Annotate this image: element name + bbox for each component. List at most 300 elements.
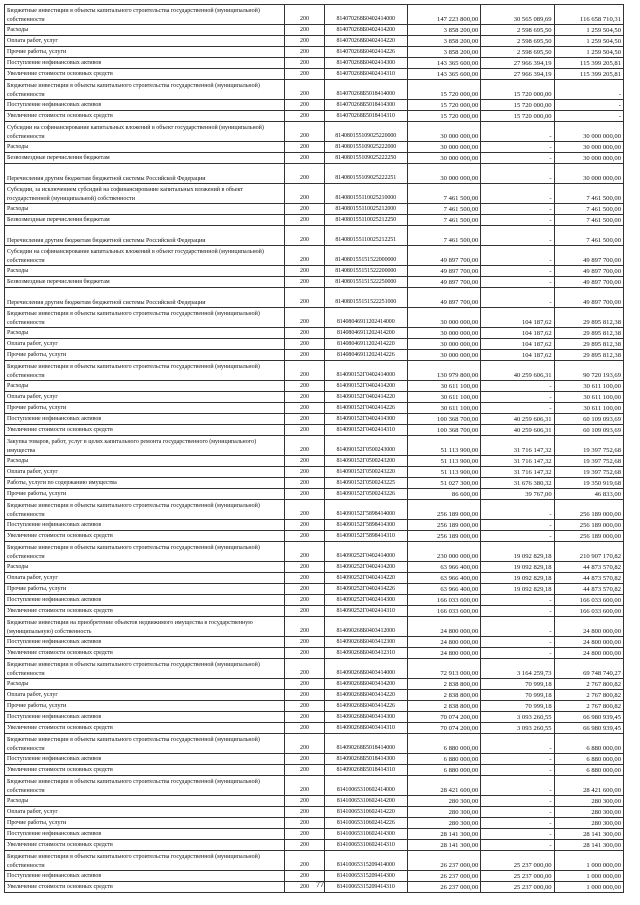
row-name-cell: Перечисления другим бюджетам бюджетной системы Российской Федерации [5, 226, 285, 246]
row-line-code-cell: 200 [285, 122, 324, 142]
row-line-code-cell: 200 [285, 584, 324, 595]
table-row [5, 754, 624, 765]
row-name-cell: Увеличение стоимости основных средств [5, 723, 285, 734]
row-unexecuted-amount-cell: 28 141 300,00 [554, 840, 623, 851]
row-unexecuted-amount-cell: 1 000 000,00 [554, 851, 623, 871]
row-classification-code-cell: 814080155109025222251 [324, 164, 407, 184]
row-classification-code-cell: 81410065315209414300 [324, 871, 407, 882]
row-executed-amount-cell: 19 092 829,18 [481, 562, 554, 573]
row-classification-code-cell: 814090268Б5018414300 [324, 754, 407, 765]
table-row [5, 142, 624, 153]
row-executed-amount-cell: 19 092 829,18 [481, 573, 554, 584]
row-executed-amount-cell: - [481, 606, 554, 617]
row-executed-amount-cell: 3 164 259,73 [481, 659, 554, 679]
row-approved-amount-cell: 2 838 800,00 [407, 690, 480, 701]
row-executed-amount-cell: - [481, 765, 554, 776]
row-executed-amount-cell: 3 093 260,55 [481, 712, 554, 723]
row-line-code-cell: 200 [285, 637, 324, 648]
row-executed-amount-cell: - [481, 122, 554, 142]
row-line-code-cell: 200 [285, 765, 324, 776]
row-name-cell: Расходы [5, 328, 285, 339]
row-unexecuted-amount-cell: 66 980 939,45 [554, 723, 623, 734]
row-executed-amount-cell: - [481, 595, 554, 606]
row-line-code-cell: 200 [285, 531, 324, 542]
row-unexecuted-amount-cell: 2 767 800,82 [554, 701, 623, 712]
row-unexecuted-amount-cell: 28 421 600,00 [554, 776, 623, 796]
row-approved-amount-cell: 26 237 000,00 [407, 882, 480, 893]
row-name-cell: Расходы [5, 562, 285, 573]
row-classification-code-cell: 814080155151522200000 [324, 266, 407, 277]
table-row [5, 478, 624, 489]
row-name-cell: Перечисления другим бюджетам бюджетной системы Российской Федерации [5, 164, 285, 184]
row-approved-amount-cell: 147 223 800,00 [407, 5, 480, 25]
table-row [5, 573, 624, 584]
row-unexecuted-amount-cell: 90 720 193,69 [554, 361, 623, 381]
row-approved-amount-cell: 2 838 800,00 [407, 679, 480, 690]
row-name-cell: Расходы [5, 456, 285, 467]
table-row [5, 425, 624, 436]
table-row [5, 796, 624, 807]
row-classification-code-cell: 814090152Г0500243200 [324, 456, 407, 467]
row-line-code-cell: 200 [285, 595, 324, 606]
row-executed-amount-cell: - [481, 381, 554, 392]
row-executed-amount-cell: - [481, 531, 554, 542]
row-executed-amount-cell: - [481, 818, 554, 829]
row-unexecuted-amount-cell: - [554, 111, 623, 122]
row-unexecuted-amount-cell: 280 300,00 [554, 807, 623, 818]
row-unexecuted-amount-cell: 7 461 500,00 [554, 184, 623, 204]
row-name-cell: Прочие работы, услуги [5, 584, 285, 595]
row-classification-code-cell: 814090152Г0402414226 [324, 403, 407, 414]
row-approved-amount-cell: 30 000 000,00 [407, 153, 480, 164]
table-row [5, 25, 624, 36]
row-executed-amount-cell: - [481, 164, 554, 184]
row-executed-amount-cell: 31 676 380,32 [481, 478, 554, 489]
row-name-cell: Оплата работ, услуг [5, 467, 285, 478]
row-name-cell: Поступление нефинансовых активов [5, 871, 285, 882]
row-line-code-cell: 200 [285, 69, 324, 80]
row-classification-code-cell: 81408046911202414000 [324, 308, 407, 328]
table-row [5, 414, 624, 425]
row-executed-amount-cell: 70 999,18 [481, 701, 554, 712]
row-classification-code-cell: 814070268Б0402414220 [324, 36, 407, 47]
table-row [5, 637, 624, 648]
row-approved-amount-cell: 15 720 000,00 [407, 111, 480, 122]
row-name-cell: Увеличение стоимости основных средств [5, 111, 285, 122]
row-line-code-cell: 200 [285, 288, 324, 308]
row-classification-code-cell: 814090152Г0500243000 [324, 436, 407, 456]
row-unexecuted-amount-cell: 49 897 700,00 [554, 266, 623, 277]
row-line-code-cell: 200 [285, 882, 324, 893]
row-name-cell: Прочие работы, услуги [5, 403, 285, 414]
row-classification-code-cell: 814090268Б5018414310 [324, 765, 407, 776]
row-unexecuted-amount-cell: 280 300,00 [554, 796, 623, 807]
table-row [5, 350, 624, 361]
row-unexecuted-amount-cell: 116 658 710,31 [554, 5, 623, 25]
row-executed-amount-cell: 15 720 000,00 [481, 111, 554, 122]
row-line-code-cell: 200 [285, 111, 324, 122]
row-classification-code-cell: 81410065310602414310 [324, 840, 407, 851]
table-row [5, 456, 624, 467]
row-executed-amount-cell: 40 259 606,31 [481, 361, 554, 381]
row-approved-amount-cell: 51 113 900,00 [407, 456, 480, 467]
row-classification-code-cell: 814090268Б0403412300 [324, 637, 407, 648]
row-line-code-cell: 200 [285, 478, 324, 489]
row-line-code-cell: 200 [285, 851, 324, 871]
row-line-code-cell: 200 [285, 215, 324, 226]
row-classification-code-cell: 81408046911202414220 [324, 339, 407, 350]
row-approved-amount-cell: 70 074 200,00 [407, 723, 480, 734]
row-name-cell: Работы, услуги по содержанию имущества [5, 478, 285, 489]
row-classification-code-cell: 814090152Г5898414300 [324, 520, 407, 531]
row-line-code-cell: 200 [285, 734, 324, 754]
row-unexecuted-amount-cell: 24 800 000,00 [554, 617, 623, 637]
row-unexecuted-amount-cell: - [554, 80, 623, 100]
row-approved-amount-cell: 24 800 000,00 [407, 648, 480, 659]
row-approved-amount-cell: 26 237 000,00 [407, 851, 480, 871]
row-line-code-cell: 200 [285, 328, 324, 339]
row-name-cell: Увеличение стоимости основных средств [5, 648, 285, 659]
row-name-cell: Оплата работ, услуг [5, 573, 285, 584]
row-classification-code-cell: 814070268Б5018414000 [324, 80, 407, 100]
table-row [5, 266, 624, 277]
row-executed-amount-cell: 27 966 394,19 [481, 69, 554, 80]
row-approved-amount-cell: 143 365 600,00 [407, 69, 480, 80]
row-name-cell: Расходы [5, 266, 285, 277]
row-approved-amount-cell: 24 800 000,00 [407, 637, 480, 648]
row-line-code-cell: 200 [285, 606, 324, 617]
row-classification-code-cell: 814090252Г0402414226 [324, 584, 407, 595]
row-name-cell: Закупка товаров, работ, услуг в целях капитального ремонта государственного (муниципального) имущества [5, 436, 285, 456]
row-classification-code-cell: 81410065310602414226 [324, 818, 407, 829]
row-line-code-cell: 200 [285, 425, 324, 436]
row-name-cell: Оплата работ, услуг [5, 392, 285, 403]
budget-report-table [4, 4, 624, 893]
row-approved-amount-cell: 256 189 000,00 [407, 500, 480, 520]
row-classification-code-cell: 814090252Г0402414300 [324, 595, 407, 606]
row-line-code-cell: 200 [285, 361, 324, 381]
row-unexecuted-amount-cell: 280 300,00 [554, 818, 623, 829]
row-unexecuted-amount-cell: 1 259 504,50 [554, 25, 623, 36]
row-name-cell: Бюджетные инвестиции в объекты капитального строительства государственной (муниципальной) собственности [5, 361, 285, 381]
row-name-cell: Бюджетные инвестиции в объекты капитального строительства государственной (муниципальной) собственности [5, 734, 285, 754]
row-line-code-cell: 200 [285, 701, 324, 712]
table-row [5, 500, 624, 520]
row-line-code-cell: 200 [285, 871, 324, 882]
row-approved-amount-cell: 51 113 900,00 [407, 436, 480, 456]
row-unexecuted-amount-cell: 28 141 300,00 [554, 829, 623, 840]
table-row [5, 701, 624, 712]
row-approved-amount-cell: 130 979 800,00 [407, 361, 480, 381]
row-unexecuted-amount-cell: 29 895 812,38 [554, 339, 623, 350]
table-row [5, 829, 624, 840]
row-executed-amount-cell: 2 598 695,50 [481, 36, 554, 47]
row-classification-code-cell: 81410065310602414200 [324, 796, 407, 807]
row-unexecuted-amount-cell: 210 907 170,82 [554, 542, 623, 562]
row-line-code-cell: 200 [285, 562, 324, 573]
table-row [5, 851, 624, 871]
row-name-cell: Оплата работ, услуг [5, 690, 285, 701]
row-unexecuted-amount-cell: 66 980 939,45 [554, 712, 623, 723]
row-approved-amount-cell: 6 880 000,00 [407, 734, 480, 754]
row-classification-code-cell: 814090152Г0500243220 [324, 467, 407, 478]
row-line-code-cell: 200 [285, 277, 324, 288]
row-approved-amount-cell: 3 858 200,00 [407, 36, 480, 47]
row-line-code-cell: 200 [285, 840, 324, 851]
row-line-code-cell: 200 [285, 142, 324, 153]
row-line-code-cell: 200 [285, 648, 324, 659]
row-name-cell: Поступление нефинансовых активов [5, 595, 285, 606]
row-classification-code-cell: 814090152Г5898414000 [324, 500, 407, 520]
row-approved-amount-cell: 166 033 600,00 [407, 595, 480, 606]
row-classification-code-cell: 814080155110025212251 [324, 226, 407, 246]
row-classification-code-cell: 814090252Г0402414220 [324, 573, 407, 584]
row-executed-amount-cell: 104 187,62 [481, 308, 554, 328]
row-unexecuted-amount-cell: 49 897 700,00 [554, 277, 623, 288]
row-name-cell: Субсидии, за исключением субсидий на софинансирование капитальных вложений в объект государственной (муниципальной) собственности [5, 184, 285, 204]
row-executed-amount-cell: 31 716 147,32 [481, 456, 554, 467]
row-approved-amount-cell: 30 611 100,00 [407, 403, 480, 414]
row-unexecuted-amount-cell: 30 000 000,00 [554, 164, 623, 184]
row-executed-amount-cell: 15 720 000,00 [481, 100, 554, 111]
row-line-code-cell: 200 [285, 246, 324, 266]
row-approved-amount-cell: 256 189 000,00 [407, 520, 480, 531]
row-unexecuted-amount-cell: 7 461 500,00 [554, 226, 623, 246]
row-line-code-cell: 200 [285, 226, 324, 246]
row-approved-amount-cell: 100 368 700,00 [407, 425, 480, 436]
row-approved-amount-cell: 6 880 000,00 [407, 765, 480, 776]
row-name-cell: Поступление нефинансовых активов [5, 712, 285, 723]
row-executed-amount-cell: 31 716 147,32 [481, 436, 554, 456]
row-approved-amount-cell: 63 966 400,00 [407, 573, 480, 584]
row-executed-amount-cell: - [481, 226, 554, 246]
row-line-code-cell: 200 [285, 5, 324, 25]
row-unexecuted-amount-cell: 69 748 740,27 [554, 659, 623, 679]
row-unexecuted-amount-cell: 6 880 000,00 [554, 734, 623, 754]
row-unexecuted-amount-cell: 19 397 752,68 [554, 467, 623, 478]
row-name-cell: Расходы [5, 679, 285, 690]
row-name-cell: Оплата работ, услуг [5, 807, 285, 818]
table-row [5, 153, 624, 164]
row-classification-code-cell: 814070268Б0402414200 [324, 25, 407, 36]
row-executed-amount-cell: - [481, 648, 554, 659]
row-approved-amount-cell: 100 368 700,00 [407, 414, 480, 425]
table-row [5, 584, 624, 595]
row-classification-code-cell: 814090268Б0403412000 [324, 617, 407, 637]
row-executed-amount-cell: 15 720 000,00 [481, 80, 554, 100]
table-row [5, 531, 624, 542]
row-approved-amount-cell: 26 237 000,00 [407, 871, 480, 882]
row-unexecuted-amount-cell: 29 895 812,38 [554, 328, 623, 339]
table-row [5, 277, 624, 288]
row-classification-code-cell: 814090268Б0403414200 [324, 679, 407, 690]
row-executed-amount-cell: 40 259 606,31 [481, 425, 554, 436]
row-classification-code-cell: 814090268Б0403414000 [324, 659, 407, 679]
row-line-code-cell: 200 [285, 776, 324, 796]
table-row [5, 818, 624, 829]
row-unexecuted-amount-cell: 30 611 100,00 [554, 381, 623, 392]
table-row [5, 288, 624, 308]
table-row [5, 648, 624, 659]
row-approved-amount-cell: 3 858 200,00 [407, 25, 480, 36]
row-classification-code-cell: 814090152Г0500243226 [324, 489, 407, 500]
row-classification-code-cell: 814080155109025222000 [324, 142, 407, 153]
row-unexecuted-amount-cell: 1 000 000,00 [554, 882, 623, 893]
row-executed-amount-cell: 3 093 260,55 [481, 723, 554, 734]
row-classification-code-cell: 814090252Г0402414200 [324, 562, 407, 573]
row-approved-amount-cell: 51 113 900,00 [407, 467, 480, 478]
table-row [5, 381, 624, 392]
table-row [5, 47, 624, 58]
row-unexecuted-amount-cell: 19 397 752,68 [554, 436, 623, 456]
row-executed-amount-cell: - [481, 829, 554, 840]
row-approved-amount-cell: 15 720 000,00 [407, 80, 480, 100]
row-line-code-cell: 200 [285, 403, 324, 414]
row-classification-code-cell: 814090152Г0402414300 [324, 414, 407, 425]
row-classification-code-cell: 814080155151522250000 [324, 277, 407, 288]
row-approved-amount-cell: 15 720 000,00 [407, 100, 480, 111]
row-approved-amount-cell: 30 611 100,00 [407, 392, 480, 403]
row-classification-code-cell: 814090268Б0403414300 [324, 712, 407, 723]
row-name-cell: Прочие работы, услуги [5, 701, 285, 712]
row-name-cell: Поступление нефинансовых активов [5, 100, 285, 111]
table-row [5, 215, 624, 226]
row-line-code-cell: 200 [285, 339, 324, 350]
row-name-cell: Увеличение стоимости основных средств [5, 765, 285, 776]
row-line-code-cell: 200 [285, 754, 324, 765]
row-line-code-cell: 200 [285, 36, 324, 47]
row-approved-amount-cell: 63 966 400,00 [407, 584, 480, 595]
row-name-cell: Увеличение стоимости основных средств [5, 606, 285, 617]
table-row [5, 712, 624, 723]
row-executed-amount-cell: 30 565 089,69 [481, 5, 554, 25]
table-row [5, 562, 624, 573]
row-line-code-cell: 200 [285, 58, 324, 69]
row-executed-amount-cell: 19 092 829,18 [481, 584, 554, 595]
table-row [5, 184, 624, 204]
row-classification-code-cell: 814090152Г0402414000 [324, 361, 407, 381]
row-name-cell: Бюджетные инвестиции в объекты капитального строительства государственной (муниципальной) собственности [5, 659, 285, 679]
row-approved-amount-cell: 30 611 100,00 [407, 381, 480, 392]
table-row [5, 659, 624, 679]
row-executed-amount-cell: - [481, 500, 554, 520]
row-approved-amount-cell: 7 461 500,00 [407, 215, 480, 226]
row-executed-amount-cell: 2 598 695,50 [481, 47, 554, 58]
row-line-code-cell: 200 [285, 80, 324, 100]
row-approved-amount-cell: 86 600,00 [407, 489, 480, 500]
row-executed-amount-cell: - [481, 617, 554, 637]
row-line-code-cell: 200 [285, 542, 324, 562]
row-approved-amount-cell: 143 365 600,00 [407, 58, 480, 69]
row-executed-amount-cell: 27 966 394,19 [481, 58, 554, 69]
row-unexecuted-amount-cell: 49 897 700,00 [554, 288, 623, 308]
row-approved-amount-cell: 280 300,00 [407, 796, 480, 807]
row-executed-amount-cell: 39 767,00 [481, 489, 554, 500]
row-executed-amount-cell: - [481, 246, 554, 266]
row-unexecuted-amount-cell: 115 399 205,81 [554, 69, 623, 80]
row-classification-code-cell: 81410065315209414310 [324, 882, 407, 893]
row-unexecuted-amount-cell: 30 611 100,00 [554, 392, 623, 403]
row-executed-amount-cell: 104 187,62 [481, 328, 554, 339]
table-row [5, 690, 624, 701]
row-unexecuted-amount-cell: 2 767 800,82 [554, 690, 623, 701]
row-classification-code-cell: 814070268Б0402414300 [324, 58, 407, 69]
row-line-code-cell: 200 [285, 456, 324, 467]
row-approved-amount-cell: 24 800 000,00 [407, 617, 480, 637]
row-line-code-cell: 200 [285, 679, 324, 690]
row-line-code-cell: 200 [285, 500, 324, 520]
row-name-cell: Поступление нефинансовых активов [5, 520, 285, 531]
row-approved-amount-cell: 230 000 000,00 [407, 542, 480, 562]
row-executed-amount-cell: - [481, 204, 554, 215]
row-name-cell: Бюджетные инвестиции в объекты капитального строительства государственной (муниципальной) собственности [5, 308, 285, 328]
row-unexecuted-amount-cell: 166 033 600,00 [554, 606, 623, 617]
row-name-cell: Бюджетные инвестиции в объекты капитального строительства государственной (муниципальной) собственности [5, 851, 285, 871]
row-name-cell: Расходы [5, 381, 285, 392]
table-row [5, 617, 624, 637]
row-classification-code-cell: 814090152Г5898414310 [324, 531, 407, 542]
row-approved-amount-cell: 72 913 000,00 [407, 659, 480, 679]
row-line-code-cell: 200 [285, 47, 324, 58]
row-executed-amount-cell: 25 237 000,00 [481, 851, 554, 871]
row-name-cell: Прочие работы, услуги [5, 489, 285, 500]
row-line-code-cell: 200 [285, 392, 324, 403]
row-unexecuted-amount-cell: 19 397 752,68 [554, 456, 623, 467]
row-unexecuted-amount-cell: 1 000 000,00 [554, 871, 623, 882]
row-executed-amount-cell: 19 092 829,18 [481, 542, 554, 562]
row-unexecuted-amount-cell: 60 109 093,69 [554, 425, 623, 436]
row-classification-code-cell: 81410065310602414000 [324, 776, 407, 796]
table-row [5, 339, 624, 350]
row-executed-amount-cell: - [481, 776, 554, 796]
row-line-code-cell: 200 [285, 489, 324, 500]
row-line-code-cell: 200 [285, 266, 324, 277]
row-unexecuted-amount-cell: 44 873 570,82 [554, 584, 623, 595]
row-name-cell: Увеличение стоимости основных средств [5, 882, 285, 893]
row-executed-amount-cell: - [481, 142, 554, 153]
row-executed-amount-cell: - [481, 215, 554, 226]
row-name-cell: Увеличение стоимости основных средств [5, 69, 285, 80]
row-executed-amount-cell: - [481, 734, 554, 754]
table-row [5, 542, 624, 562]
row-approved-amount-cell: 6 880 000,00 [407, 754, 480, 765]
table-row [5, 606, 624, 617]
table-row [5, 5, 624, 25]
row-unexecuted-amount-cell: 1 259 504,50 [554, 47, 623, 58]
table-row [5, 807, 624, 818]
row-executed-amount-cell: 31 716 147,32 [481, 467, 554, 478]
row-name-cell: Бюджетные инвестиции в объекты капитального строительства государственной (муниципальной) собственности [5, 80, 285, 100]
row-unexecuted-amount-cell: 44 873 570,82 [554, 573, 623, 584]
row-classification-code-cell: 814080155110025210000 [324, 184, 407, 204]
row-approved-amount-cell: 30 000 000,00 [407, 328, 480, 339]
row-approved-amount-cell: 166 033 600,00 [407, 606, 480, 617]
row-approved-amount-cell: 7 461 500,00 [407, 184, 480, 204]
row-name-cell: Бюджетные инвестиции в объекты капитального строительства государственной (муниципальной) собственности [5, 776, 285, 796]
table-row [5, 328, 624, 339]
row-executed-amount-cell: 104 187,62 [481, 350, 554, 361]
row-name-cell: Увеличение стоимости основных средств [5, 840, 285, 851]
row-name-cell: Перечисления другим бюджетам бюджетной системы Российской Федерации [5, 288, 285, 308]
row-classification-code-cell: 814090252Г0402414000 [324, 542, 407, 562]
row-name-cell: Расходы [5, 25, 285, 36]
row-name-cell: Прочие работы, услуги [5, 47, 285, 58]
table-row [5, 840, 624, 851]
row-unexecuted-amount-cell: 30 611 100,00 [554, 403, 623, 414]
row-executed-amount-cell: - [481, 520, 554, 531]
row-name-cell: Бюджетные инвестиции в объекты капитального строительства государственной (муниципальной) собственности [5, 500, 285, 520]
row-approved-amount-cell: 51 027 300,00 [407, 478, 480, 489]
